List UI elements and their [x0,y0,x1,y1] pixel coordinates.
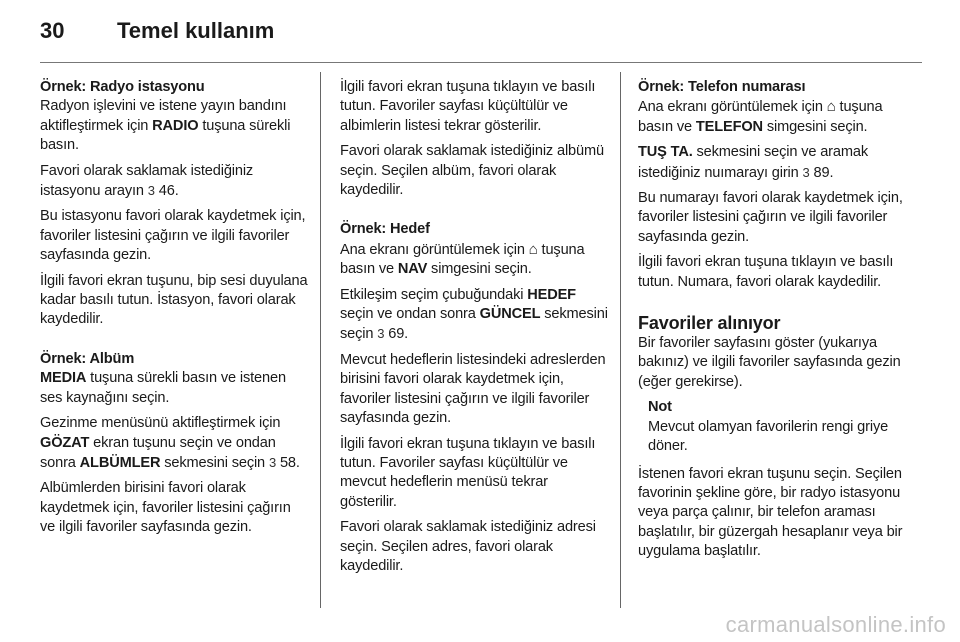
paragraph: İlgili favori ekran tuşuna tıklayın ve basılı tutun. Favoriler sayfası küçültülür ve mevcut hedeflerin menüsü tekrar gösterilir. [340,435,596,510]
page-reference-link[interactable]: 58. [279,454,300,471]
column-3 [638,78,906,568]
note-text: Mevcut olamyan favorilerin rengi griye döner. [648,418,889,455]
paragraph: İlgili favori ekran tuşunu, bip sesi duyulana kadar basılı tutun. İstasyon, favori olarak kaydedilir. [40,272,308,328]
watermark: carmanualsonline.info [725,612,946,637]
paragraph: MEDIA tuşuna sürekli basın ve istenen ses kaynağını seçin. [40,370,286,406]
column-2 [340,78,608,582]
note-box [648,398,906,456]
paragraph: İlgili favori ekran tuşuna tıklayın ve basılı tutun. Favoriler sayfası küçültülür ve albimlerin listesi tekrar gösterilir. [340,79,596,134]
page-reference-icon: 3 [377,326,385,342]
heading-album-example: Örnek: Albüm [40,350,135,367]
paragraph: Etkileşim seçim çubuğundaki HEDEF seçin ve ondan sonra GÜNCEL sekmesini seçin 3 69. [340,286,608,343]
home-icon: ⌂ [528,240,538,258]
column-1 [40,78,308,544]
paragraph: Favori olarak saklamak istediğiniz istasyonu arayın 3 46. [40,162,254,200]
paragraph: Ana ekranı görüntülemek için ⌂ tuşuna basın ve TELEFON simgesini seçin. [638,98,883,135]
paragraph: Albümlerden birisini favori olarak kaydetmek için, favoriler listesini çağırın ve ilgili favoriler sayfasında gezin. [40,480,291,536]
paragraph: İlgili favori ekran tuşuna tıklayın ve basılı tutun. Numara, favori olarak kaydedilir. [638,254,894,290]
heading-retrieving-favourites: Favoriler alınıyor [638,313,781,334]
heading-phone-example: Örnek: Telefon numarası [638,79,806,95]
page-reference-link[interactable]: 46. [158,183,179,200]
column-divider [320,72,321,608]
paragraph: Bu numarayı favori olarak kaydetmek için, favoriler listesini çağırın ve ilgili favoriler sayfasında gezin. [638,190,903,245]
paragraph: Mevcut hedeflerin listesindeki adreslerden birisini favori olarak kaydetmek için, favoriler listesini çağırın ve ilgili favoriler sayfasında gezin. [340,351,606,427]
paragraph: Favori olarak saklamak istediğiniz adresi seçin. Seçilen adres, favori olarak kaydedilir. [340,519,596,574]
page-reference-link[interactable]: 69. [388,326,409,343]
paragraph: TUŞ TA. sekmesini seçin ve aramak istediğiniz nuımarayı girin 3 89. [638,144,868,181]
page-number: 30 [40,18,65,43]
header-divider [40,62,922,63]
paragraph: Favori olarak saklamak istediğiniz albümü seçin. Seçilen albüm, favori olarak kaydedilir. [340,143,604,199]
page-reference-link[interactable]: 89. [813,164,834,181]
paragraph: Bu istasyonu favori olarak kaydetmek için, favoriler listesini çağırın ve ilgili favoriler sayfasında gezin. [40,208,306,264]
chapter-title: Temel kullanım [117,18,275,43]
home-icon: ⌂ [826,98,836,116]
column-divider [620,72,621,608]
page-header [40,18,920,58]
heading-destination-example: Örnek: Hedef [340,221,430,238]
paragraph: Bir favoriler sayfasını göster (yukarıya bakınız) ve ilgili favoriler sayfasında gezin (eğer gerekirse). [638,335,901,390]
note-title: Not [648,399,672,416]
paragraph: Ana ekranı görüntülemek için ⌂ tuşuna basın ve NAV simgesini seçin. [340,240,585,278]
paragraph: Gezinme menüsünü aktifleştirmek için GÖZAT ekran tuşunu seçin ve ondan sonra ALBÜMLER sekmesini seçin 3 58. [40,415,300,471]
page-reference-icon: 3 [802,164,810,180]
heading-radio-example: Örnek: Radyo istasyonu [40,79,205,95]
paragraph: Radyon işlevini ve istene yayın bandını aktifleştirmek için RADIO tuşuna sürekli basın. [40,98,291,154]
paragraph: İstenen favori ekran tuşunu seçin. Seçilen favorinin şekline göre, bir radyo istasyonu veya parça çalınır, bir telefon araması başlatılır, bir güzergah hesaplanır veya bir uygulama başlatılır. [638,465,903,560]
page-reference-icon: 3 [147,183,155,199]
page-reference-icon: 3 [268,454,277,470]
